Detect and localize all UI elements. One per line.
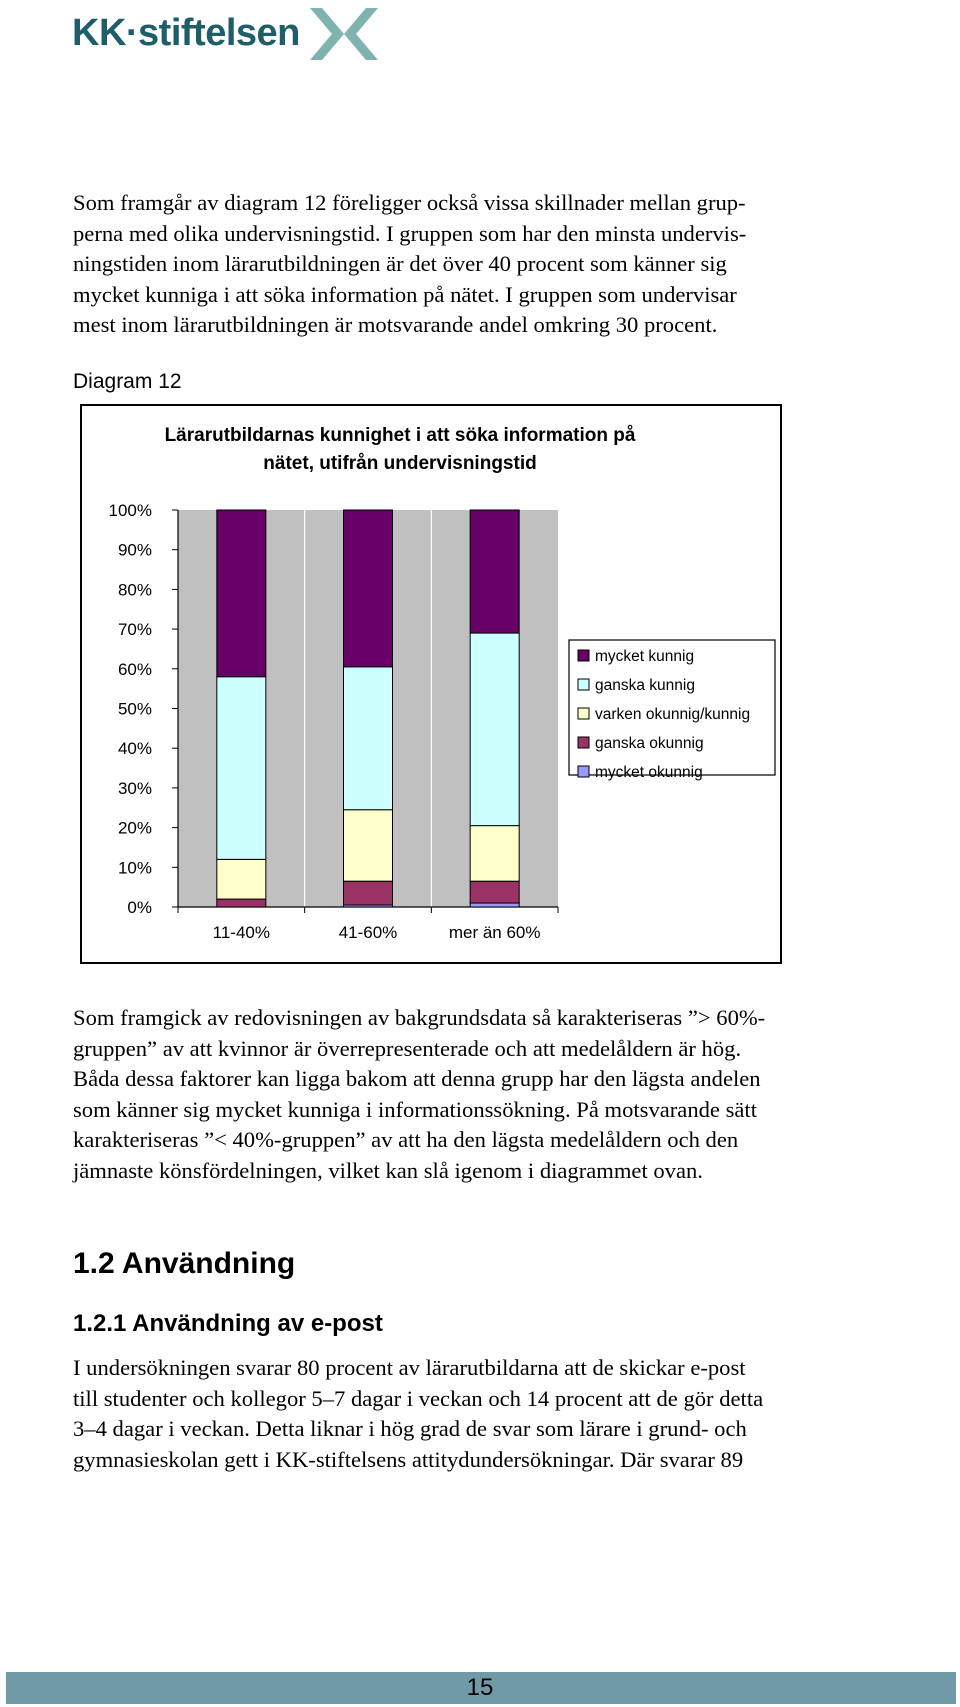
y-tick-label: 90% xyxy=(117,540,152,560)
bar-segment xyxy=(344,810,393,881)
bar-segment xyxy=(217,899,266,907)
text-line: I undersökningen svarar 80 procent av lärarutbildarna att de skickar e-post xyxy=(73,1355,746,1380)
legend-label: mycket okunnig xyxy=(595,764,703,781)
bar-segment xyxy=(470,881,519,903)
text-line: ningstiden inom lärarutbildningen är det över 40 procent som känner sig xyxy=(73,251,727,276)
text-line: mest inom lärarutbildningen är motsvarande andel omkring 30 procent. xyxy=(73,312,718,337)
bar-segment xyxy=(344,667,393,810)
legend-swatch xyxy=(578,708,589,719)
chart-title-line: Lärarutbildarnas kunnighet i att söka information på xyxy=(164,425,636,446)
text-line: Som framgick av redovisningen av bakgrundsdata så karakteriseras ”> 60%- xyxy=(73,1005,766,1030)
text-line: perna med olika undervisningstid. I gruppen som har den minsta undervis- xyxy=(73,220,747,246)
y-tick-label: 80% xyxy=(117,580,152,600)
text-line: mycket kunniga i att söka information på nätet. I gruppen som undervisar xyxy=(73,281,737,307)
bar-segment xyxy=(344,510,393,667)
y-tick-label: 0% xyxy=(127,898,152,917)
text-line: Som framgår av diagram 12 föreligger också vissa skillnader mellan grup- xyxy=(73,190,746,215)
text-line: karakteriseras ”< 40%-gruppen” av att ha den lägsta medelåldern och den xyxy=(73,1127,739,1152)
x-tick-label: 11-40% xyxy=(212,923,271,942)
chart-frame xyxy=(80,404,782,964)
legend-label: varken okunnig/kunnig xyxy=(595,706,751,723)
intro-paragraph xyxy=(73,188,893,341)
text-line: till studenter och kollegor 5–7 dagar i veckan och 14 procent att de gör detta xyxy=(73,1385,764,1411)
diagram-label: Diagram 12 xyxy=(73,370,182,393)
bar-segment xyxy=(470,903,519,907)
email-paragraph xyxy=(73,1353,893,1475)
bar-segment xyxy=(470,633,519,826)
text-line: gymnasieskolan gett i KK-stiftelsens attitydundersökningar. Där svarar 89 xyxy=(73,1446,744,1472)
section-heading: 1.2 Användning xyxy=(73,1247,296,1280)
legend-swatch xyxy=(578,766,589,777)
chart-title-line: nätet, utifrån undervisningstid xyxy=(263,453,537,474)
y-tick-label: 10% xyxy=(117,858,152,878)
legend-label: ganska okunnig xyxy=(595,735,704,752)
stacked-bar-chart xyxy=(82,406,780,962)
y-tick-label: 100% xyxy=(108,501,152,520)
logo-text: KK·stiftelsen xyxy=(72,12,300,54)
bar-segment xyxy=(217,510,266,677)
y-tick-label: 70% xyxy=(117,620,152,640)
y-tick-label: 20% xyxy=(117,818,152,838)
chevron-logo-icon xyxy=(308,4,388,64)
bar-segment xyxy=(217,677,266,860)
bar-segment xyxy=(344,881,393,905)
x-tick-label: 41-60% xyxy=(338,923,398,942)
bar-segment xyxy=(470,826,519,882)
text-line: Båda dessa faktorer kan ligga bakom att denna grupp har den lägsta andelen xyxy=(73,1066,761,1091)
text-line: som känner sig mycket kunniga i informationssökning. På motsvarande sätt xyxy=(73,1096,757,1122)
y-tick-label: 40% xyxy=(117,739,152,759)
text-line: jämnaste könsfördelningen, vilket kan slå igenom i diagrammet ovan. xyxy=(73,1157,703,1183)
legend-swatch xyxy=(578,737,589,748)
legend-label: mycket kunnig xyxy=(595,648,695,665)
y-tick-label: 50% xyxy=(117,699,152,719)
page-number: 15 xyxy=(466,1674,494,1701)
background-paragraph xyxy=(73,1003,893,1186)
x-tick-label: mer än 60% xyxy=(448,923,541,942)
legend-swatch xyxy=(578,650,589,661)
legend-swatch xyxy=(578,679,589,690)
y-tick-label: 60% xyxy=(117,659,152,679)
legend-label: ganska kunnig xyxy=(595,677,695,694)
bar-segment xyxy=(470,510,519,633)
bar-segment xyxy=(217,859,266,899)
text-line: 3–4 dagar i veckan. Detta liknar i hög grad de svar som lärare i grund- och xyxy=(73,1416,747,1441)
subsection-heading: 1.2.1 Användning av e-post xyxy=(73,1310,383,1337)
text-line: gruppen” av att kvinnor är överrepresenterade och att medelåldern är hög. xyxy=(73,1035,742,1061)
y-tick-label: 30% xyxy=(117,778,152,798)
